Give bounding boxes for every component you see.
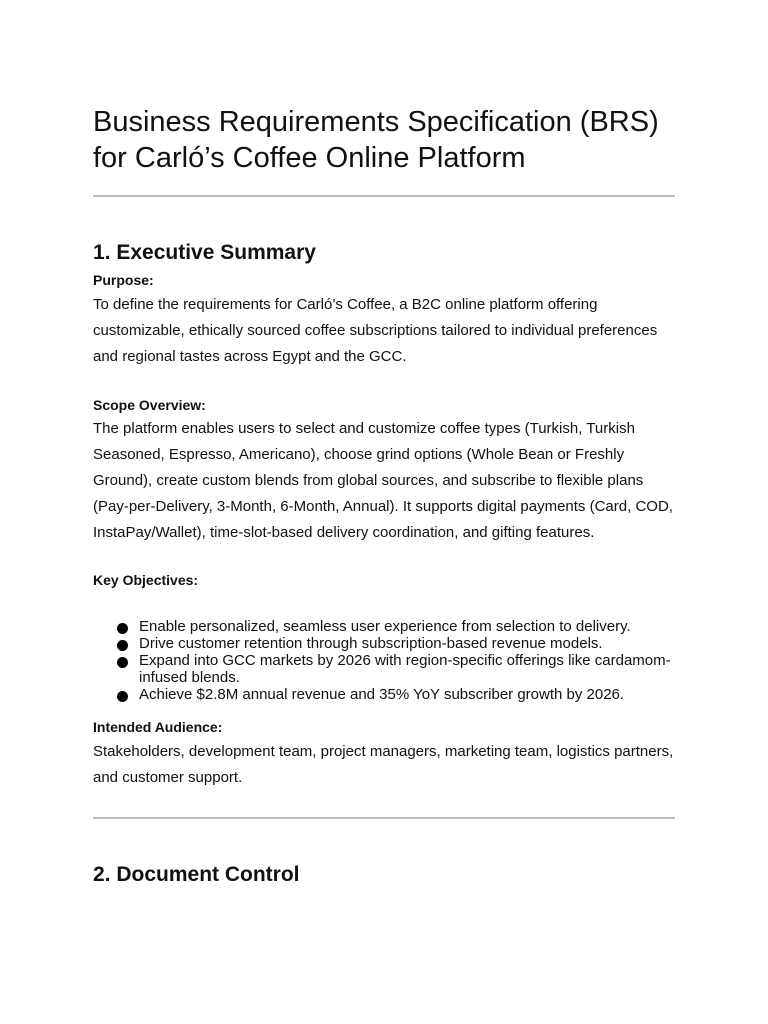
list-item — [115, 618, 675, 635]
bullet-icon — [117, 657, 128, 668]
bullet-icon — [117, 623, 128, 634]
objective-text: Enable personalized, seamless user experience from selection to delivery. — [139, 618, 631, 635]
list-item — [115, 686, 675, 703]
document-title: Business Requirements Specification (BRS) for Carló’s Coffee Online Platform — [93, 106, 659, 174]
divider — [93, 195, 675, 197]
bullet-icon — [117, 691, 128, 702]
list-item — [115, 652, 675, 686]
purpose-label: Purpose: — [93, 272, 154, 288]
scope-label: Scope Overview: — [93, 397, 206, 413]
section-heading-document-control: 2. Document Control — [93, 863, 300, 886]
list-item — [115, 635, 675, 652]
objective-text: Achieve $2.8M annual revenue and 35% YoY subscriber growth by 2026. — [139, 686, 625, 703]
objectives-list — [115, 618, 675, 703]
objective-text: Expand into GCC markets by 2026 with region-specific offerings like cardamom-infused blends. — [139, 652, 671, 686]
intended-audience-text: Stakeholders, development team, project managers, marketing team, logistics partners, and customer support. — [93, 743, 674, 786]
key-objectives-label: Key Objectives: — [93, 572, 199, 588]
purpose-text: To define the requirements for Carló’s Coffee, a B2C online platform offering customizable, ethically sourced coffee subscriptions tailored to individual preferences and regional tastes across Egypt and the GCC. — [93, 296, 658, 365]
scope-text: The platform enables users to select and customize coffee types (Turkish, Turkish Seasoned, Espresso, Americano), choose grind options (Whole Bean or Freshly Ground), create custom blends from global sources, and subscribe to flexible plans (Pay-per-Delivery, 3-Month, 6-Month, Annual). It supports digital payments (Card, COD, InstaPay/Wallet), time-slot-based delivery coordination, and gifting features. — [93, 420, 673, 541]
intended-audience-label: Intended Audience: — [93, 719, 223, 735]
divider — [93, 817, 675, 819]
objective-text: Drive customer retention through subscription-based revenue models. — [139, 635, 603, 652]
bullet-icon — [117, 640, 128, 651]
section-heading-executive-summary: 1. Executive Summary — [93, 241, 316, 264]
